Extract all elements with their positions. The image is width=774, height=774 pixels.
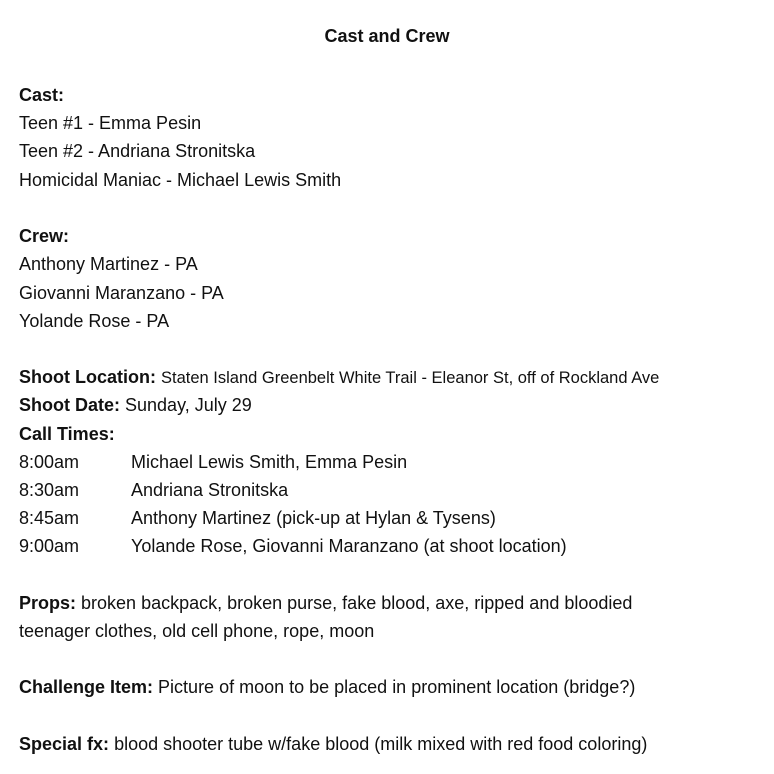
special-fx-line bbox=[19, 733, 647, 755]
call-time-row bbox=[19, 507, 496, 529]
cast-member: Teen #1 - Emma Pesin bbox=[19, 113, 202, 133]
challenge-item-label: Challenge Item: bbox=[19, 677, 154, 697]
shoot-location-line bbox=[19, 366, 659, 389]
call-time: 8:00am bbox=[19, 452, 80, 472]
shoot-date-line bbox=[19, 394, 252, 416]
call-time-people: Michael Lewis Smith, Emma Pesin bbox=[131, 452, 408, 472]
crew-member: Yolande Rose - PA bbox=[19, 311, 170, 331]
cast-member: Homicidal Maniac - Michael Lewis Smith bbox=[19, 170, 342, 190]
call-time: 9:00am bbox=[19, 536, 80, 556]
special-fx-label: Special fx: bbox=[19, 734, 110, 754]
challenge-item-value: Picture of moon to be placed in prominent location (bridge?) bbox=[158, 677, 636, 697]
props-label: Props: bbox=[19, 593, 77, 613]
call-time: 8:45am bbox=[19, 508, 80, 528]
crew-member: Anthony Martinez - PA bbox=[19, 254, 198, 274]
call-time-people: Andriana Stronitska bbox=[131, 480, 289, 500]
crew-member: Giovanni Maranzano - PA bbox=[19, 283, 224, 303]
cast-member: Teen #2 - Andriana Stronitska bbox=[19, 141, 256, 161]
document-title: Cast and Crew bbox=[324, 26, 450, 46]
cast-heading: Cast: bbox=[19, 85, 65, 105]
props-value-line2: teenager clothes, old cell phone, rope, moon bbox=[19, 621, 375, 641]
call-time-row bbox=[19, 535, 567, 557]
shoot-date-value: Sunday, July 29 bbox=[125, 395, 252, 415]
call-time-people: Anthony Martinez (pick-up at Hylan & Tysens) bbox=[131, 508, 496, 528]
shoot-location-label: Shoot Location: bbox=[19, 367, 156, 387]
crew-heading: Crew: bbox=[19, 226, 70, 246]
call-time-people: Yolande Rose, Giovanni Maranzano (at shoot location) bbox=[131, 536, 567, 556]
props-value-line1: broken backpack, broken purse, fake blood, axe, ripped and bloodied bbox=[81, 593, 633, 613]
challenge-item-line bbox=[19, 676, 635, 698]
props-line bbox=[19, 592, 632, 614]
shoot-date-label: Shoot Date: bbox=[19, 395, 120, 415]
call-time-row bbox=[19, 479, 288, 501]
special-fx-value: blood shooter tube w/fake blood (milk mixed with red food coloring) bbox=[114, 734, 648, 754]
call-time-row bbox=[19, 451, 407, 473]
call-times-heading: Call Times: bbox=[19, 424, 115, 444]
call-time: 8:30am bbox=[19, 480, 80, 500]
shoot-location-value: Staten Island Greenbelt White Trail - Eleanor St, off of Rockland Ave bbox=[161, 369, 660, 387]
